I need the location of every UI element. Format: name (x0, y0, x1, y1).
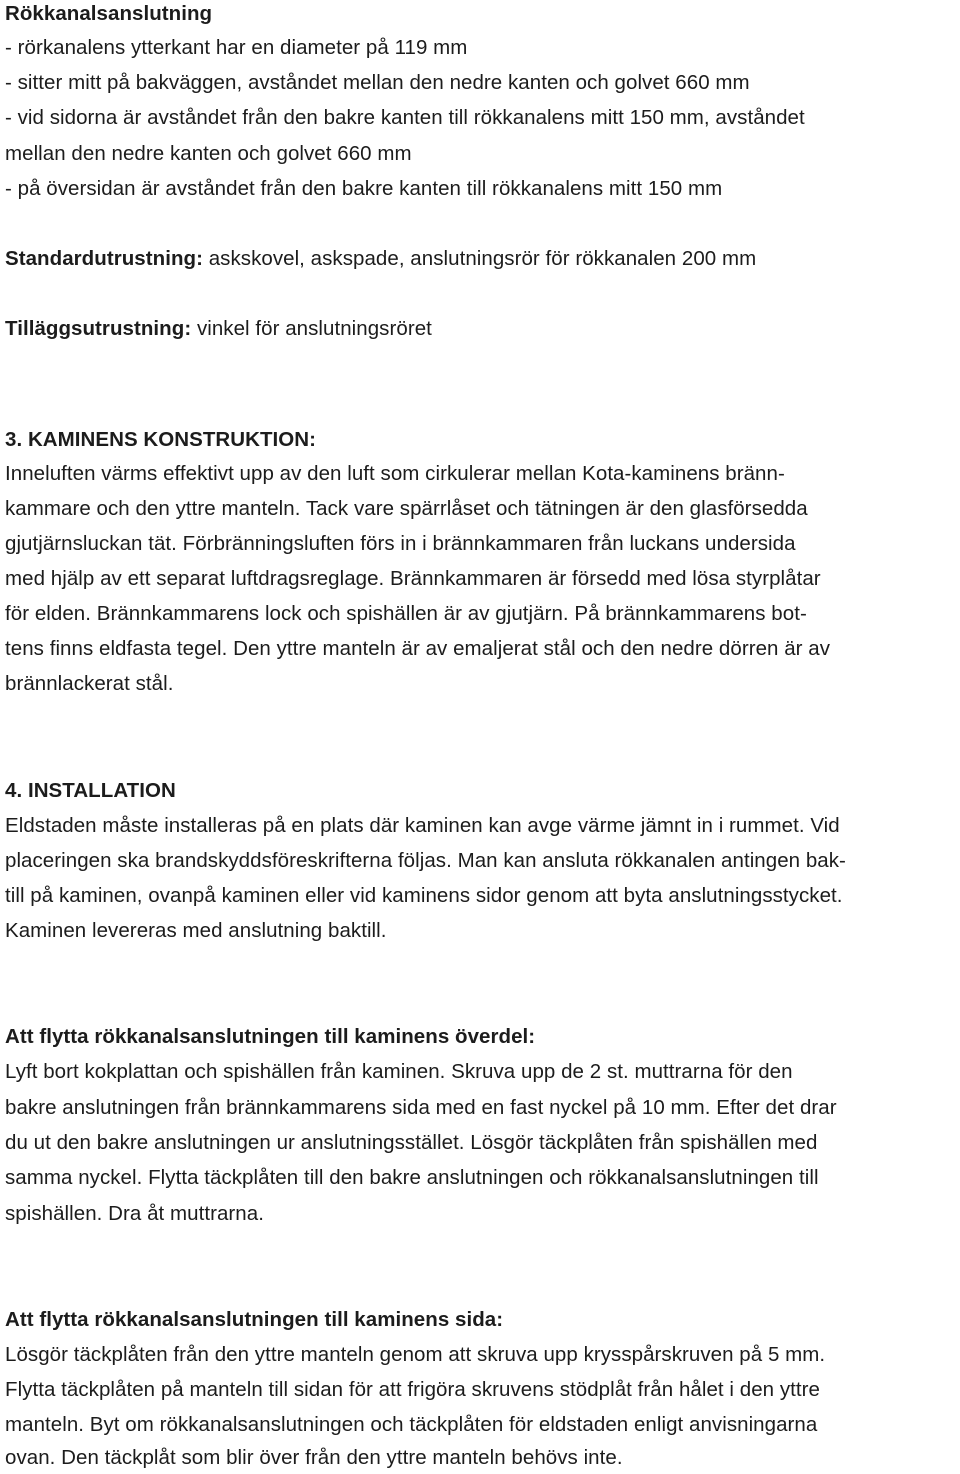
construction-text-line: med hjälp av ett separat luftdragsreglage. Brännkammaren är försedd med lösa styrplåtar (5, 567, 821, 590)
move-top-text-line: spishällen. Dra åt muttrarna. (5, 1202, 264, 1225)
construction-text-line: Inneluften värms effektivt upp av den luft som cirkulerar mellan Kota-kaminens bränn- (5, 462, 785, 485)
construction-text-line: tens finns eldfasta tegel. Den yttre manteln är av emaljerat stål och den nedre dörren är av (5, 637, 831, 660)
installation-text-line: Eldstaden måste installeras på en plats där kaminen kan avge värme jämnt in i rummet. Vid (5, 814, 840, 837)
installation-text-line: placeringen ska brandskyddsföreskrifterna följas. Man kan ansluta rökkanalen antingen bak- (5, 849, 846, 872)
standard-equipment-label: Standardutrustning: (5, 247, 203, 270)
connection-bullet: - sitter mitt på bakväggen, avståndet mellan den nedre kanten och golvet 660 mm (5, 71, 750, 94)
move-top-text-line: samma nyckel. Flytta täckplåten till den bakre anslutningen och rökkanalsanslutningen till (5, 1166, 819, 1189)
standard-equipment-text: askskovel, askspade, anslutningsrör för rökkanalen 200 mm (202, 247, 757, 270)
move-top-heading: Att flytta rökkanalsanslutningen till kaminens överdel: (5, 1025, 536, 1048)
standard-equipment-line (5, 245, 756, 273)
extra-equipment-line (5, 315, 432, 343)
move-top-text-line: bakre anslutningen från brännkammarens sida med en fast nyckel på 10 mm. Efter det drar (5, 1096, 837, 1119)
construction-text-line: kammare och den yttre manteln. Tack vare spärrlåset och tätningen är den glasförsedda (5, 497, 808, 520)
move-side-text-line: Lösgör täckplåten från den yttre manteln genom att skruva upp krysspårskruven på 5 mm. (5, 1343, 826, 1366)
installation-heading: 4. INSTALLATION (5, 779, 176, 802)
extra-equipment-text: vinkel för anslutningsröret (191, 317, 432, 340)
construction-text-line: brännlackerat stål. (5, 672, 174, 695)
connection-bullet: - på översidan är avståndet från den bakre kanten till rökkanalens mitt 150 mm (5, 177, 723, 200)
construction-text-line: för elden. Brännkammarens lock och spishällen är av gjutjärn. På brännkammarens bot- (5, 602, 807, 625)
connection-bullet: - vid sidorna är avståndet från den bakre kanten till rökkanalens mitt 150 mm, avståndet (5, 106, 805, 129)
connection-heading: Rökkanalsanslutning (5, 2, 213, 25)
connection-bullet: mellan den nedre kanten och golvet 660 mm (5, 142, 412, 165)
move-side-text-line: manteln. Byt om rökkanalsanslutningen och täckplåten för eldstaden enligt anvisningarna (5, 1413, 818, 1436)
construction-text-line: gjutjärnsluckan tät. Förbränningsluften förs in i brännkammaren från luckans undersida (5, 532, 796, 555)
move-side-text-line: Flytta täckplåten på manteln till sidan för att frigöra skruvens stödplåt från hålet i den yttre (5, 1378, 820, 1401)
construction-heading: 3. KAMINENS KONSTRUKTION: (5, 428, 317, 451)
installation-text-line: Kaminen levereras med anslutning baktill. (5, 919, 387, 942)
extra-equipment-label: Tilläggsutrustning: (5, 317, 192, 340)
move-side-text-line: ovan. Den täckplåt som blir över från den yttre manteln behövs inte. (5, 1446, 623, 1469)
move-side-heading: Att flytta rökkanalsanslutningen till kaminens sida: (5, 1308, 504, 1331)
move-top-text-line: du ut den bakre anslutningen ur anslutningsstället. Lösgör täckplåten från spishällen med (5, 1131, 818, 1154)
installation-text-line: till på kaminen, ovanpå kaminen eller vid kaminens sidor genom att byta anslutningsstycket. (5, 884, 843, 907)
connection-bullet: - rörkanalens ytterkant har en diameter på 119 mm (5, 36, 468, 59)
move-top-text-line: Lyft bort kokplattan och spishällen från kaminen. Skruva upp de 2 st. muttrarna för den (5, 1060, 793, 1083)
